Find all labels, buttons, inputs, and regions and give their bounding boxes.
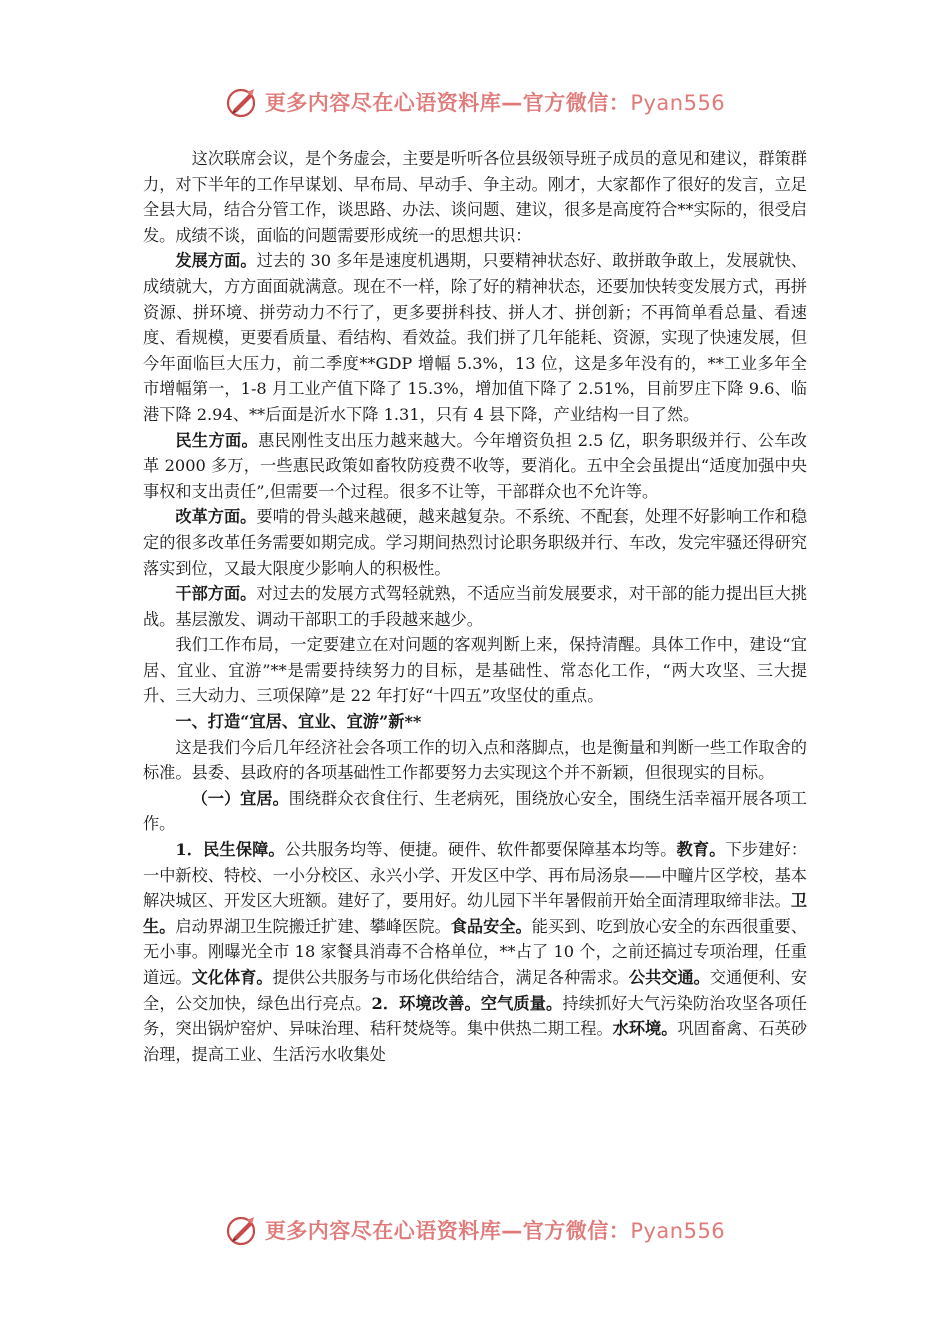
paragraph: 这次联席会议，是个务虚会，主要是听听各位县级领导班子成员的意见和建议，群策群力，对下半年的工作早谋划、早布局、早动手、争主动。刚才，大家都作了很好的发言，立足全县大局，结合分管工作，谈思路、办法、谈问题、建议，很多是高度符合**实际的，很受启发。成绩不谈，面临的问题需要形成统一的思想共识： bbox=[143, 149, 807, 245]
heading-1: 一、打造“宜居、宜业、宜游”新** bbox=[175, 712, 422, 732]
header-banner bbox=[0, 82, 950, 122]
paragraph: （一）宜居。围绕群众衣食住行、生老病死，围绕放心安全，围绕生活幸福开展各项工作。 bbox=[143, 788, 807, 834]
banner-text: 更多内容尽在心语资料库—官方微信：Pyan556 bbox=[264, 91, 726, 115]
paragraph: 改革方面。要啃的骨头越来越硬，越来越复杂。不系统、不配套，处理不好影响工作和稳定的很多改革任务需要如期完成。学习期间热烈讨论职务职级并行、车改，发完牢骚还得研究落实到位，又最大限度少影响人的积极性。 bbox=[143, 507, 808, 578]
pen-logo-icon bbox=[225, 85, 259, 119]
paragraph: 民生方面。惠民刚性支出压力越来越大。今年增资负担 2.5 亿，职务职级并行、公车改革 2000 多万，一些惠民政策如畜牧防疫费不收等，要消化。五中全会虽提出“适度加强中央事权和支出责任”,但需要一个过程。很多不让等，干部群众也不允许等。 bbox=[143, 430, 807, 501]
banner-text: 更多内容尽在心语资料库—官方微信：Pyan556 bbox=[264, 1219, 726, 1243]
section-heading: 发展方面。 bbox=[175, 251, 257, 271]
footer-banner bbox=[0, 1210, 950, 1250]
wechat-id: Pyan556 bbox=[630, 91, 726, 115]
document-body bbox=[143, 146, 807, 1067]
section-heading: 改革方面。 bbox=[175, 507, 257, 527]
paragraph: 发展方面。过去的 30 多年是速度机遇期，只要精神状态好、敢拼敢争敢上，发展就快、成绩就大，方方面面就满意。现在不一样，除了好的精神状态，还要加快转变发展方式，再拼资源、拼环境、拼劳动力不行了，更多要拼科技、拼人才、拼创新；不再简单看总量、看速度、看规模，更要看质量、看结构、看效益。我们拼了几年能耗、资源，实现了快速发展，但今年面临巨大压力，前二季度**GDP 增幅 5.3%，13 位，这是多年没有的，**工业多年全市增幅第一，1-8 月工业产值下降了 15.3%，增加值下降了 2.51%，目前罗庄下降 9.6、临港下降 2.94、**后面是沂水下降 1.31，只有 4 县下降，产业结构一目了然。 bbox=[143, 251, 807, 424]
paragraph: 干部方面。对过去的发展方式驾轻就熟，不适应当前发展要求，对干部的能力提出巨大挑战。基层激发、调动干部职工的手段越来越少。 bbox=[143, 584, 808, 629]
paragraph: 这是我们今后几年经济社会各项工作的切入点和落脚点，也是衡量和判断一些工作取舍的标准。县委、县政府的各项基础性工作都要努力去实现这个并不新颖，但很现实的目标。 bbox=[143, 737, 807, 783]
wechat-id: Pyan556 bbox=[630, 1219, 726, 1243]
paragraph: 我们工作布局，一定要建立在对问题的客观判断上来，保持清醒。具体工作中，建设“宜居、宜业、宜游”**是需要持续努力的目标，是基础性、常态化工作，“两大攻坚、三大提升、三大动力、三项保障”是 22 年打好“十四五”攻坚仗的重点。 bbox=[143, 635, 807, 706]
subheading: （一）宜居。 bbox=[191, 788, 289, 808]
pen-logo-icon bbox=[225, 1213, 259, 1247]
section-heading: 干部方面。 bbox=[175, 584, 257, 604]
paragraph: 1．民生保障。公共服务均等、便捷。硬件、软件都要保障基本均等。教育。下步建好：一中新校、特校、一小分校区、永兴小学、开发区中学、再布局汤泉——中疃片区学校，基本解决城区、开发区大班额。建好了，要用好。幼儿园下半年暑假前开始全面清理取缔非法。卫生。启动界湖卫生院搬迁扩建、攀峰医院。食品安全。能买到、吃到放心安全的东西很重要、无小事。刚曝光全市 18 家餐具消毒不合格单位，**占了 10 个，之前还搞过专项治理，任重道远。文化体育。提供公共服务与市场化供给结合，满足各种需求。公共交通。交通便利、安全，公交加快，绿色出行亮点。2．环境改善。空气质量。持续抓好大气污染防治攻坚各项任务，突出锅炉窑炉、异味治理、秸秆焚烧等。集中供热二期工程。水环境。巩固畜禽、石英砂治理，提高工业、生活污水收集处 bbox=[143, 840, 808, 1064]
section-heading: 民生方面。 bbox=[175, 430, 259, 450]
